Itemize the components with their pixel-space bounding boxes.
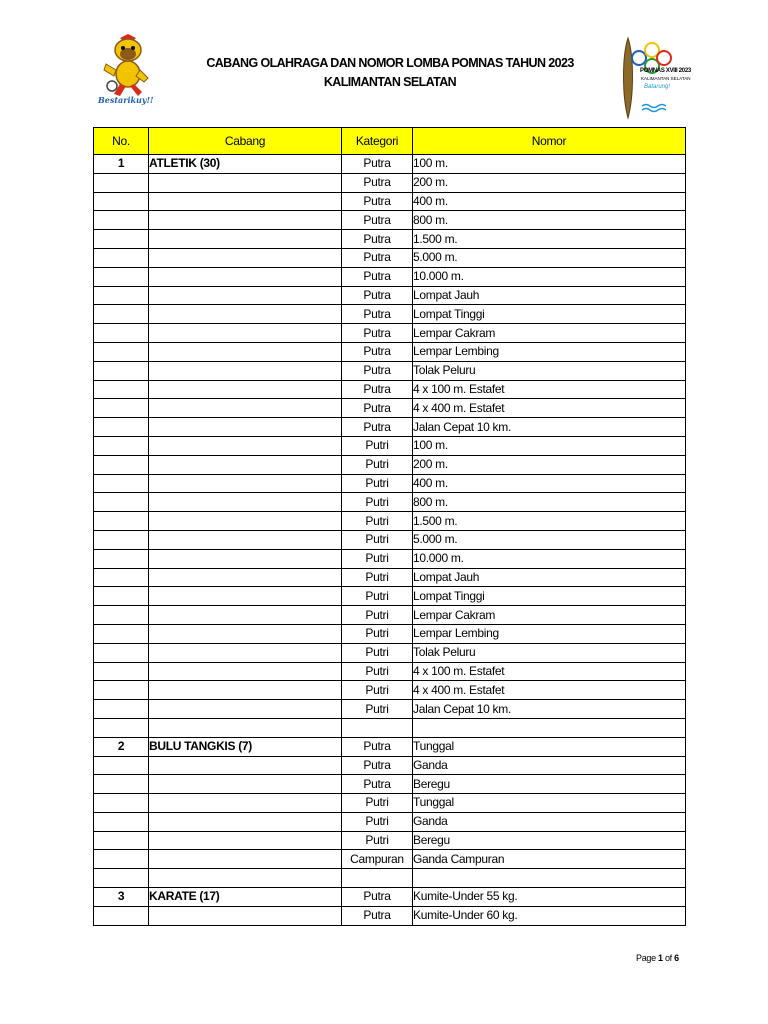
cell-nomor: Lompat Jauh: [413, 568, 686, 587]
table-row: [94, 587, 686, 606]
cell-no: 1: [94, 155, 149, 174]
table-row: [94, 831, 686, 850]
cell-kategori: [342, 718, 413, 737]
cell-nomor: Beregu: [413, 831, 686, 850]
cell-no: 2: [94, 737, 149, 756]
page-number: [636, 953, 679, 963]
table-row: [94, 775, 686, 794]
table-row: [94, 286, 686, 305]
table-row: [94, 737, 686, 756]
table-row: [94, 192, 686, 211]
column-header-nomor: Nomor: [413, 128, 686, 155]
cell-kategori: Putri: [342, 681, 413, 700]
table-row: [94, 418, 686, 437]
cell-nomor: Lompat Tinggi: [413, 305, 686, 324]
cell-nomor: 100 m.: [413, 436, 686, 455]
cell-kategori: Putri: [342, 530, 413, 549]
cell-no: [94, 455, 149, 474]
cell-cabang: [149, 286, 342, 305]
cell-kategori: Putri: [342, 455, 413, 474]
cell-kategori: Putra: [342, 361, 413, 380]
cell-no: [94, 512, 149, 531]
table-row: [94, 399, 686, 418]
cell-cabang: [149, 756, 342, 775]
cell-no: [94, 794, 149, 813]
cell-cabang: [149, 267, 342, 286]
cell-cabang: [149, 493, 342, 512]
page-prefix: Page: [636, 953, 659, 963]
cell-no: [94, 305, 149, 324]
cell-cabang: [149, 361, 342, 380]
cell-no: [94, 342, 149, 361]
cell-kategori: Putri: [342, 643, 413, 662]
table-row: [94, 718, 686, 737]
cell-cabang: [149, 624, 342, 643]
table-row: [94, 850, 686, 869]
cell-nomor: Ganda Campuran: [413, 850, 686, 869]
cell-cabang: [149, 380, 342, 399]
cell-cabang: ATLETIK (30): [149, 155, 342, 174]
cell-cabang: [149, 342, 342, 361]
cell-no: [94, 399, 149, 418]
cell-kategori: Putri: [342, 512, 413, 531]
table-row: [94, 906, 686, 925]
cell-cabang: [149, 606, 342, 625]
cell-kategori: Putra: [342, 211, 413, 230]
cell-nomor: Tolak Peluru: [413, 361, 686, 380]
cell-no: [94, 474, 149, 493]
cell-cabang: [149, 248, 342, 267]
cell-no: [94, 493, 149, 512]
cell-nomor: 4 x 400 m. Estafet: [413, 681, 686, 700]
table-row: [94, 361, 686, 380]
cell-no: [94, 380, 149, 399]
table-row: [94, 624, 686, 643]
cell-cabang: [149, 869, 342, 888]
cell-nomor: Lompat Jauh: [413, 286, 686, 305]
table-row: [94, 267, 686, 286]
cell-kategori: Putra: [342, 737, 413, 756]
cell-cabang: [149, 399, 342, 418]
table-row: [94, 812, 686, 831]
table-row: [94, 888, 686, 907]
cell-nomor: 800 m.: [413, 493, 686, 512]
cell-cabang: [149, 775, 342, 794]
cell-kategori: Putri: [342, 831, 413, 850]
cell-kategori: Putri: [342, 436, 413, 455]
cell-nomor: 5.000 m.: [413, 530, 686, 549]
cell-cabang: KARATE (17): [149, 888, 342, 907]
table-row: [94, 700, 686, 719]
cell-kategori: Putri: [342, 700, 413, 719]
cell-nomor: Jalan Cepat 10 km.: [413, 418, 686, 437]
table-row: [94, 794, 686, 813]
cell-nomor: 4 x 100 m. Estafet: [413, 662, 686, 681]
cell-cabang: [149, 700, 342, 719]
pomnas-text-line1: POMNAS XVIII 2023: [640, 68, 691, 74]
cell-no: [94, 248, 149, 267]
cell-kategori: Putra: [342, 230, 413, 249]
cell-no: [94, 549, 149, 568]
cell-nomor: 100 m.: [413, 155, 686, 174]
cell-no: [94, 192, 149, 211]
cell-cabang: [149, 192, 342, 211]
cell-cabang: [149, 568, 342, 587]
cell-nomor: Lempar Lembing: [413, 624, 686, 643]
cell-nomor: 1.500 m.: [413, 230, 686, 249]
cell-kategori: Putri: [342, 624, 413, 643]
pomnas-text-line3: Batarung!: [644, 84, 671, 90]
cell-no: [94, 850, 149, 869]
table-row: [94, 305, 686, 324]
cell-no: [94, 587, 149, 606]
cell-no: [94, 775, 149, 794]
cell-nomor: [413, 869, 686, 888]
cell-no: [94, 324, 149, 343]
cell-no: [94, 173, 149, 192]
cell-no: [94, 831, 149, 850]
cell-nomor: Lempar Lembing: [413, 342, 686, 361]
cell-nomor: 1.500 m.: [413, 512, 686, 531]
cell-cabang: [149, 718, 342, 737]
cell-no: [94, 718, 149, 737]
cell-cabang: [149, 850, 342, 869]
cell-nomor: [413, 718, 686, 737]
cell-kategori: Putra: [342, 775, 413, 794]
table-header-row: [94, 128, 686, 155]
cell-kategori: Putra: [342, 286, 413, 305]
cell-nomor: Tunggal: [413, 794, 686, 813]
cell-no: [94, 418, 149, 437]
cell-cabang: [149, 305, 342, 324]
cell-kategori: Putra: [342, 380, 413, 399]
cell-cabang: [149, 549, 342, 568]
cell-no: [94, 361, 149, 380]
cell-cabang: [149, 474, 342, 493]
cell-no: [94, 812, 149, 831]
table-row: [94, 681, 686, 700]
cell-no: [94, 906, 149, 925]
cell-cabang: BULU TANGKIS (7): [149, 737, 342, 756]
total-pages: 6: [674, 953, 679, 963]
cell-no: [94, 286, 149, 305]
cell-nomor: Kumite-Under 60 kg.: [413, 906, 686, 925]
cell-no: [94, 267, 149, 286]
cell-cabang: [149, 530, 342, 549]
cell-no: [94, 869, 149, 888]
cell-kategori: Putri: [342, 493, 413, 512]
table-row: [94, 211, 686, 230]
cell-cabang: [149, 587, 342, 606]
cell-kategori: Putra: [342, 192, 413, 211]
cell-nomor: Lompat Tinggi: [413, 587, 686, 606]
table-row: [94, 756, 686, 775]
cell-cabang: [149, 906, 342, 925]
table-row: [94, 549, 686, 568]
cell-no: [94, 700, 149, 719]
cell-kategori: Putra: [342, 399, 413, 418]
cell-nomor: 400 m.: [413, 474, 686, 493]
document-subtitle: KALIMANTAN SELATAN: [323, 75, 457, 89]
column-header-no: No.: [94, 128, 149, 155]
cell-kategori: Putra: [342, 342, 413, 361]
cell-kategori: Putri: [342, 794, 413, 813]
cell-no: [94, 211, 149, 230]
table-row: [94, 474, 686, 493]
cell-nomor: Beregu: [413, 775, 686, 794]
cell-cabang: [149, 230, 342, 249]
cell-kategori: Putra: [342, 173, 413, 192]
cell-kategori: Putra: [342, 888, 413, 907]
cell-kategori: Putra: [342, 418, 413, 437]
cell-kategori: Putri: [342, 549, 413, 568]
cell-nomor: 200 m.: [413, 455, 686, 474]
cell-cabang: [149, 831, 342, 850]
cell-nomor: Lempar Cakram: [413, 606, 686, 625]
table-row: [94, 606, 686, 625]
cell-kategori: Putra: [342, 305, 413, 324]
table-row: [94, 493, 686, 512]
cell-kategori: Putra: [342, 248, 413, 267]
cell-nomor: 5.000 m.: [413, 248, 686, 267]
column-header-cabang: Cabang: [149, 128, 342, 155]
table-row: [94, 436, 686, 455]
current-page: 1: [658, 953, 663, 963]
cell-cabang: [149, 324, 342, 343]
table-row: [94, 248, 686, 267]
cell-kategori: Putri: [342, 568, 413, 587]
cell-cabang: [149, 794, 342, 813]
table-row: [94, 342, 686, 361]
pomnas-text-line2: KALIMANTAN SELATAN: [641, 76, 691, 81]
cell-cabang: [149, 418, 342, 437]
cell-kategori: Putra: [342, 155, 413, 174]
cell-cabang: [149, 436, 342, 455]
cell-kategori: Putra: [342, 267, 413, 286]
cell-kategori: Putri: [342, 587, 413, 606]
cell-nomor: Ganda: [413, 812, 686, 831]
table-row: [94, 155, 686, 174]
sports-events-table: [93, 127, 686, 926]
cell-no: [94, 230, 149, 249]
cell-kategori: Putri: [342, 474, 413, 493]
document-title: CABANG OLAHRAGA DAN NOMOR LOMBA POMNAS TAHUN 2023: [206, 56, 574, 70]
cell-kategori: Putra: [342, 756, 413, 775]
table-row: [94, 662, 686, 681]
cell-cabang: [149, 643, 342, 662]
cell-no: [94, 662, 149, 681]
cell-kategori: Putri: [342, 662, 413, 681]
table-row: [94, 869, 686, 888]
cell-no: [94, 436, 149, 455]
cell-cabang: [149, 173, 342, 192]
cell-kategori: Putri: [342, 606, 413, 625]
cell-cabang: [149, 812, 342, 831]
cell-cabang: [149, 455, 342, 474]
cell-nomor: Kumite-Under 55 kg.: [413, 888, 686, 907]
cell-no: [94, 606, 149, 625]
cell-no: [94, 568, 149, 587]
cell-nomor: 4 x 100 m. Estafet: [413, 380, 686, 399]
page-of: of: [662, 953, 675, 963]
cell-nomor: 10.000 m.: [413, 267, 686, 286]
cell-kategori: Campuran: [342, 850, 413, 869]
cell-cabang: [149, 662, 342, 681]
cell-nomor: Jalan Cepat 10 km.: [413, 700, 686, 719]
cell-kategori: [342, 869, 413, 888]
cell-no: [94, 624, 149, 643]
cell-nomor: Lempar Cakram: [413, 324, 686, 343]
cell-cabang: [149, 681, 342, 700]
table-row: [94, 512, 686, 531]
cell-nomor: Ganda: [413, 756, 686, 775]
cell-kategori: Putra: [342, 906, 413, 925]
mascot-logo-text: Bestarikuy!!: [98, 95, 154, 105]
table-row: [94, 230, 686, 249]
cell-no: [94, 530, 149, 549]
cell-no: [94, 643, 149, 662]
table-row: [94, 455, 686, 474]
cell-nomor: 4 x 400 m. Estafet: [413, 399, 686, 418]
column-header-kategori: Kategori: [342, 128, 413, 155]
cell-kategori: Putri: [342, 812, 413, 831]
cell-nomor: 200 m.: [413, 173, 686, 192]
table-row: [94, 380, 686, 399]
cell-cabang: [149, 512, 342, 531]
cell-no: [94, 756, 149, 775]
table-row: [94, 643, 686, 662]
cell-nomor: 400 m.: [413, 192, 686, 211]
cell-nomor: Tunggal: [413, 737, 686, 756]
cell-no: 3: [94, 888, 149, 907]
table-row: [94, 530, 686, 549]
table-row: [94, 568, 686, 587]
cell-nomor: Tolak Peluru: [413, 643, 686, 662]
cell-nomor: 800 m.: [413, 211, 686, 230]
table-body: [94, 155, 686, 926]
document-header: [0, 0, 768, 120]
cell-nomor: 10.000 m.: [413, 549, 686, 568]
table-row: [94, 324, 686, 343]
cell-cabang: [149, 211, 342, 230]
table-row: [94, 173, 686, 192]
cell-no: [94, 681, 149, 700]
cell-kategori: Putra: [342, 324, 413, 343]
